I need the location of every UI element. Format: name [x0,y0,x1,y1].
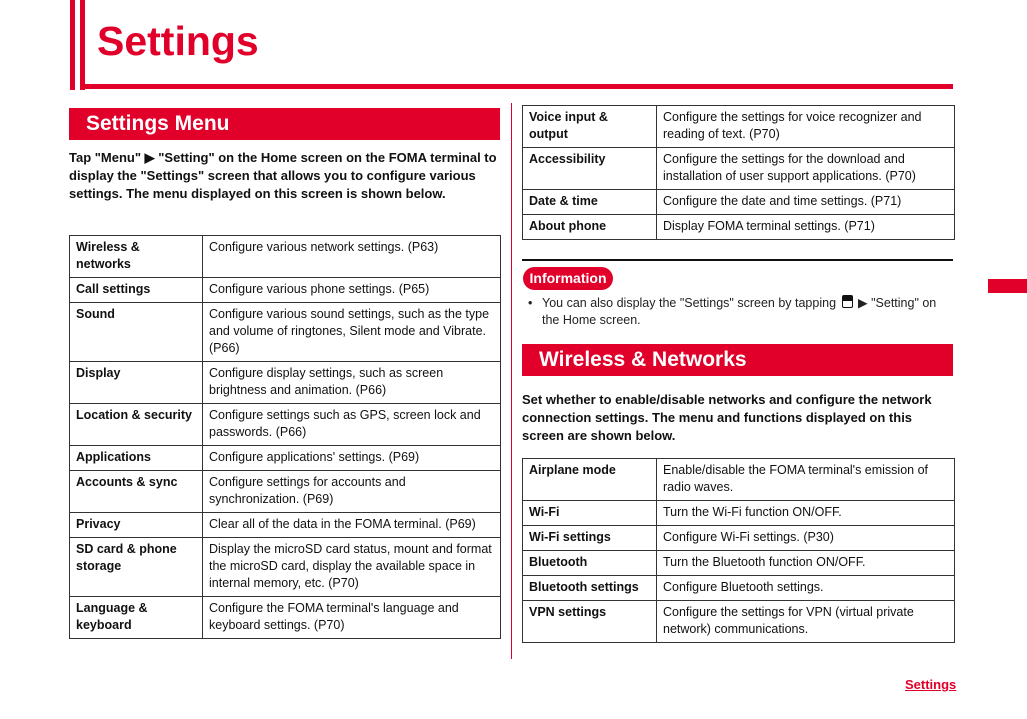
wireless-networks-heading: Wireless & Networks [522,344,953,376]
table-row [523,501,955,526]
setting-item-name: Location & security [70,404,203,446]
setting-item-description: Configure applications' settings. (P69) [203,446,501,471]
setting-item-description: Turn the Bluetooth function ON/OFF. [657,551,955,576]
information-rule [522,259,953,261]
settings-menu-table [69,235,501,639]
table-row [523,601,955,643]
setting-item-description: Configure display settings, such as screen brightness and animation. (P66) [203,362,501,404]
table-row [523,526,955,551]
information-badge: Information [523,267,613,290]
setting-item-name: VPN settings [523,601,657,643]
setting-item-description: Configure the FOMA terminal's language and keyboard settings. (P70) [203,597,501,639]
setting-item-name: Privacy [70,513,203,538]
table-row [523,190,955,215]
table-row [70,513,501,538]
title-bar-right [80,0,85,90]
table-row [523,148,955,190]
table-row [70,303,501,362]
setting-item-name: Display [70,362,203,404]
setting-item-name: Airplane mode [523,459,657,501]
setting-item-description: Configure the settings for the download and installation of user support applications. (P70) [657,148,955,190]
setting-item-description: Configure the date and time settings. (P71) [657,190,955,215]
table-row [70,597,501,639]
setting-item-name: Date & time [523,190,657,215]
wireless-networks-table [522,458,955,643]
setting-item-description: Clear all of the data in the FOMA terminal. (P69) [203,513,501,538]
setting-item-name: Accessibility [523,148,657,190]
information-text-after: ▶ "Setting" on the Home screen. [542,296,937,327]
setting-item-description: Configure the settings for VPN (virtual private network) communications. [657,601,955,643]
setting-item-description: Turn the Wi-Fi function ON/OFF. [657,501,955,526]
setting-item-description: Configure settings such as GPS, screen lock and passwords. (P66) [203,404,501,446]
table-row [523,576,955,601]
setting-item-description: Display FOMA terminal settings. (P71) [657,215,955,240]
table-row [70,538,501,597]
setting-item-description: Display the microSD card status, mount and format the microSD card, display the available space in internal memory, etc. (P70) [203,538,501,597]
setting-item-name: Bluetooth settings [523,576,657,601]
setting-item-name: Bluetooth [523,551,657,576]
chapter-index-tab [988,279,1027,293]
settings-menu-heading: Settings Menu [69,108,500,140]
setting-item-name: SD card & phone storage [70,538,203,597]
table-row [70,446,501,471]
bullet: • [528,296,533,310]
table-row [70,404,501,446]
information-text-before: You can also display the "Settings" screen by tapping [542,296,837,310]
setting-item-name: Applications [70,446,203,471]
table-row [523,459,955,501]
table-row [70,471,501,513]
setting-item-description: Enable/disable the FOMA terminal's emission of radio waves. [657,459,955,501]
page-title: Settings [97,18,259,64]
table-row [523,106,955,148]
setting-item-description: Configure Wi-Fi settings. (P30) [657,526,955,551]
settings-menu-intro: Tap "Menu" ▶ "Setting" on the Home screen on the FOMA terminal to display the "Settings" screen that allows you to configure various settings. The menu displayed on this screen is shown below. [69,150,497,201]
settings-menu-table-continued [522,105,955,240]
footer-section-label: Settings [905,677,957,692]
information-note [528,295,953,329]
setting-item-description: Configure various sound settings, such as the type and volume of ringtones, Silent mode and Vibrate. (P66) [203,303,501,362]
setting-item-name: Wi-Fi settings [523,526,657,551]
setting-item-description: Configure the settings for voice recognizer and reading of text. (P70) [657,106,955,148]
setting-item-description: Configure Bluetooth settings. [657,576,955,601]
setting-item-name: Call settings [70,278,203,303]
setting-item-description: Configure settings for accounts and synchronization. (P69) [203,471,501,513]
table-row [523,215,955,240]
table-row [523,551,955,576]
setting-item-description: Configure various network settings. (P63) [203,236,501,278]
column-divider [511,103,512,659]
setting-item-name: Voice input & output [523,106,657,148]
setting-item-name: Wi-Fi [523,501,657,526]
setting-item-description: Configure various phone settings. (P65) [203,278,501,303]
table-row [70,278,501,303]
menu-key-icon [842,295,853,308]
title-underline [80,84,953,89]
setting-item-name: About phone [523,215,657,240]
table-row [70,236,501,278]
title-bar-left [70,0,75,90]
wireless-networks-intro: Set whether to enable/disable networks and configure the network connection settings. The menu and functions displayed on this screen are shown below. [522,392,932,443]
setting-item-name: Sound [70,303,203,362]
setting-item-name: Accounts & sync [70,471,203,513]
setting-item-name: Wireless & networks [70,236,203,278]
table-row [70,362,501,404]
setting-item-name: Language & keyboard [70,597,203,639]
